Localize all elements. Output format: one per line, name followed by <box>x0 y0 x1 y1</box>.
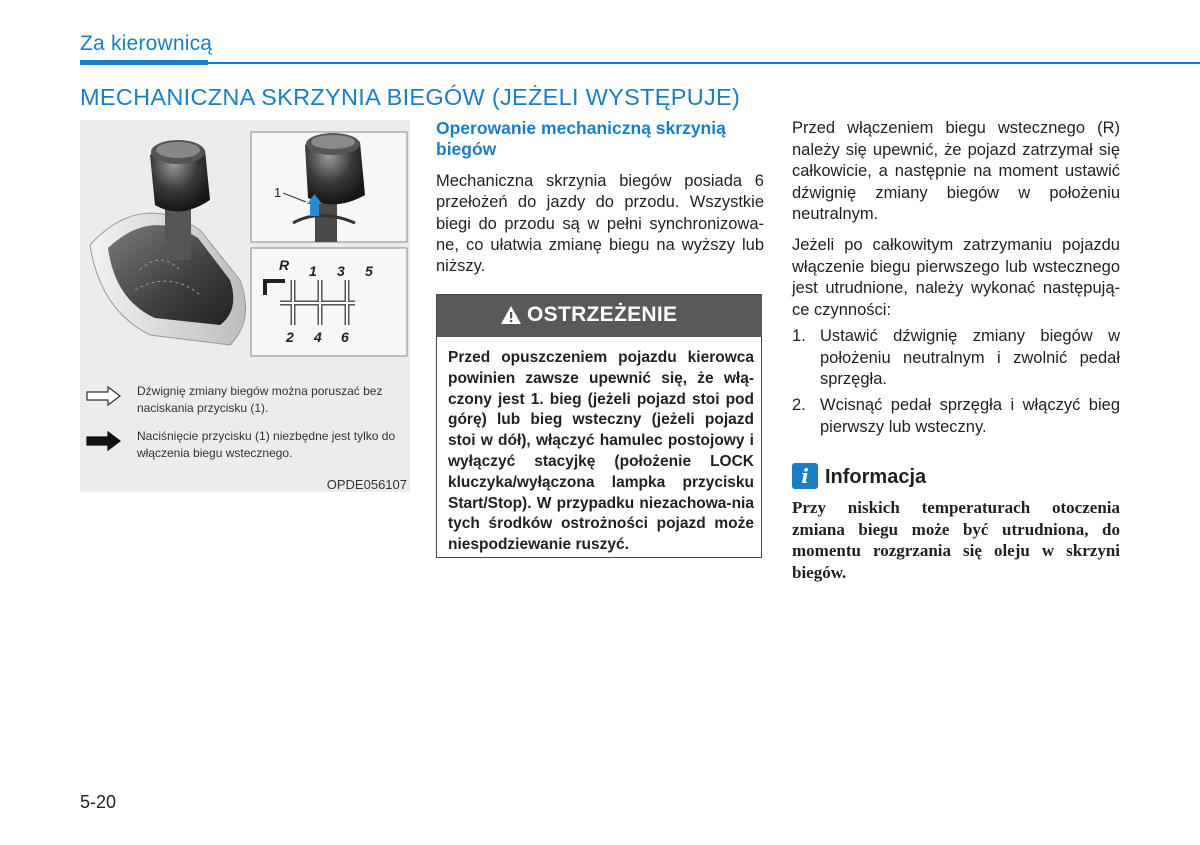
warning-text: Przed opuszczeniem pojazdu kierowca powinien zawsze upewnić się, że włą-czony jest 1. bieg (jeżeli pojazd stoi pod górę) lub bieg wsteczny (jeżeli pojazd stoi w dół), włączyć hamulec postojowy i wyłączyć stacyjkę (położenie LOCK kluczyka/wyłączona lampka przycisku Start/Stop). W przypadku niezachowa-nia tych środków ostrożności pojazd może niespodziewanie ruszyć. <box>448 349 754 554</box>
list-text: Wcisnąć pedał sprzęgła i włączyć bieg pierwszy lub wsteczny. <box>820 396 1120 436</box>
page-number: 5-20 <box>80 792 117 812</box>
info-text: Przy niskich temperaturach otoczenia zmiana biegu może być utrudniona, do momentu rozgrzania się oleju w skrzyni biegów. <box>792 498 1120 582</box>
list-number: 1. <box>792 327 806 345</box>
warning-title: OSTRZEŻENIE <box>527 303 678 326</box>
legend-text: Dźwignię zmiany biegów można poruszać bez naciskania przycisku (1). <box>137 384 383 415</box>
body-paragraph: Mechaniczna skrzynia biegów posiada 6 przełożeń do jazdy do przodu. Wszystkie biegi do przodu są w pełni synchronizowa-ne, co ułatwia zmianę biegu na wyższy lub niższy. <box>436 172 764 276</box>
outline-arrow-icon <box>86 385 122 407</box>
header-divider <box>208 62 1200 64</box>
info-title: Informacja <box>825 466 927 488</box>
gear-label-2: 2 <box>286 329 294 345</box>
list-number: 2. <box>792 396 806 414</box>
shift-pattern-inset <box>251 248 407 356</box>
callout-number: 1 <box>274 185 282 200</box>
gear-label-6: 6 <box>341 329 349 345</box>
gear-label-4: 4 <box>314 329 322 345</box>
gear-label-5: 5 <box>365 263 373 279</box>
main-shifter <box>90 140 246 345</box>
gear-label-3: 3 <box>337 263 345 279</box>
button-detail-inset <box>251 132 407 242</box>
warning-triangle-icon <box>500 305 522 325</box>
header-accent-bar <box>80 60 208 65</box>
solid-arrow-icon <box>86 430 122 452</box>
page-heading: MECHANICZNA SKRZYNIA BIEGÓW (JEŻELI WYSTĘPUJE) <box>80 84 741 110</box>
info-icon: i <box>792 463 818 489</box>
subheading: Operowanie mechaniczną skrzynią biegów <box>436 118 726 159</box>
legend-text: Naciśnięcie przycisku (1) niezbędne jest tylko do włączenia biegu wstecznego. <box>137 429 396 460</box>
gear-label-r: R <box>279 257 290 273</box>
body-paragraph: Jeżeli po całkowitym zatrzymaniu pojazdu włączenie biegu pierwszego lub wstecznego jest utrudnione, należy wykonać następują-ce czynności: <box>792 236 1120 319</box>
section-title: Za kierownicą <box>80 32 213 55</box>
figure-code: OPDE056107 <box>326 477 407 492</box>
gear-label-1: 1 <box>309 263 317 279</box>
list-text: Ustawić dźwignię zmiany biegów w położeniu neutralnym i zwolnić pedał sprzęgła. <box>820 327 1120 388</box>
body-paragraph: Przed włączeniem biegu wstecznego (R) należy się upewnić, że pojazd zatrzymał się całkowicie, a następnie na moment ustawić dźwignię zmiany biegów w położeniu neutralnym. <box>792 119 1120 223</box>
